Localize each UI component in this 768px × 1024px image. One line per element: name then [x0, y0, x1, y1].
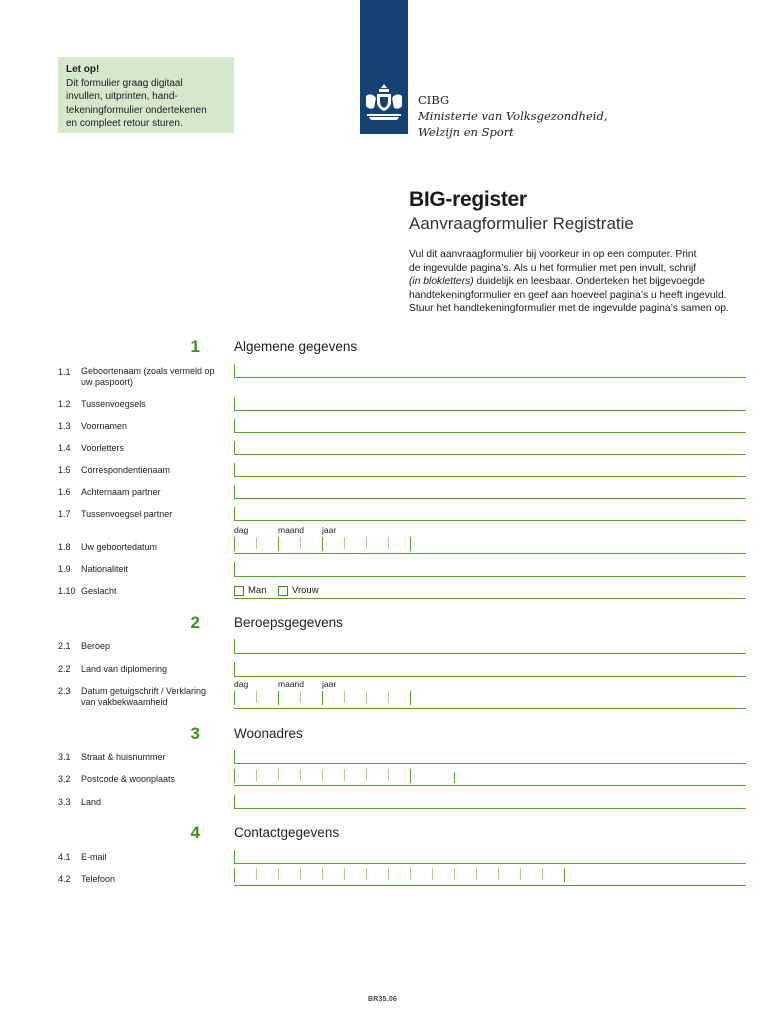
org-acronym: CIBG — [418, 93, 450, 107]
date-label-month: maand — [278, 679, 304, 689]
date-label-month: maand — [278, 525, 304, 535]
certificate-date-input[interactable] — [234, 691, 414, 707]
prefix-input[interactable] — [234, 410, 746, 411]
field-number: 2.1 — [58, 641, 71, 651]
field-label: Nationaliteit — [81, 564, 129, 574]
field-label: Straat & huisnummer — [81, 752, 166, 762]
form-code: BR35.06 — [368, 996, 398, 1003]
intro-line: de ingevulde pagina’s. Als u het formulier met pen invult, schrijf — [409, 262, 697, 274]
postcode-input[interactable] — [234, 769, 459, 785]
section-title: Algemene gegevens — [234, 339, 358, 354]
intro-line: duidelijk en leesbaar. Onderteken het bijgevoegde — [473, 276, 705, 287]
intro-line: Stuur het handtekeningformulier met de ingevulde pagina’s samen op. — [409, 303, 729, 314]
page-title: BIG-register — [409, 188, 527, 211]
field-label: Beroep — [81, 641, 111, 651]
gender-woman-checkbox[interactable] — [278, 586, 288, 596]
field-number: 4.2 — [58, 874, 71, 884]
partner-surname-input[interactable] — [234, 498, 746, 499]
country-input[interactable] — [234, 808, 746, 809]
date-label-day: dag — [234, 525, 249, 535]
field-label: Land — [81, 797, 102, 807]
gender-man-label: Man — [248, 585, 267, 596]
notice-line: en compleet retour sturen. — [66, 118, 183, 129]
field-number: 2.2 — [58, 664, 71, 674]
field-number: 1.2 — [58, 399, 71, 409]
section-number: 2 — [190, 613, 200, 632]
field-label: Telefoon — [81, 874, 116, 884]
notice-box — [58, 57, 234, 133]
field-number: 3.2 — [58, 774, 71, 784]
ministry-line: Ministerie van Volksgezondheid, — [418, 109, 608, 123]
notice-line: Dit formulier graag digitaal — [66, 77, 183, 89]
section-number: 1 — [190, 337, 200, 356]
date-label-year: jaar — [322, 525, 337, 535]
field-label: Tussenvoegsel partner — [81, 509, 173, 519]
notice-line: invullen, uitprinten, hand- — [66, 91, 178, 102]
gender-man-checkbox[interactable] — [234, 586, 244, 596]
field-label: Geslacht — [81, 586, 117, 596]
field-label: Voorletters — [81, 443, 125, 453]
field-number: 2.3 — [58, 686, 71, 696]
correspondence-name-input[interactable] — [234, 476, 746, 477]
page-subtitle: Aanvraagformulier Registratie — [409, 214, 634, 233]
field-number: 4.1 — [58, 852, 71, 862]
phone-input[interactable] — [234, 868, 569, 884]
field-label: Tussenvoegsels — [81, 399, 146, 409]
gender-woman-label: Vrouw — [292, 585, 319, 596]
logo-bar — [360, 0, 408, 134]
field-number: 1.3 — [58, 421, 71, 431]
nationality-input[interactable] — [234, 576, 746, 577]
field-number: 3.1 — [58, 752, 71, 762]
field-number: 1.8 — [58, 542, 71, 552]
field-number: 1.10 — [58, 586, 76, 596]
field-number: 1.4 — [58, 443, 71, 453]
field-label: Voornamen — [81, 421, 128, 431]
field-label: E-mail — [81, 852, 107, 862]
notice-line: tekeningformulier ondertekenen — [66, 104, 207, 116]
partner-prefix-input[interactable] — [234, 520, 746, 521]
section-title: Woonadres — [234, 726, 303, 741]
email-input[interactable] — [234, 863, 746, 864]
birth-name-input[interactable] — [234, 377, 746, 378]
notice-heading: Let op! — [66, 64, 100, 75]
first-names-input[interactable] — [234, 432, 746, 433]
diploma-country-input[interactable] — [234, 676, 746, 677]
section-number: 3 — [190, 724, 200, 743]
field-number: 1.1 — [58, 367, 71, 377]
birth-date-input[interactable] — [234, 537, 414, 553]
coat-of-arms-icon — [360, 0, 408, 134]
section-number: 4 — [190, 823, 200, 842]
field-label: Correspondentienaam — [81, 465, 171, 475]
initials-input[interactable] — [234, 454, 746, 455]
field-label: Uw geboortedatum — [81, 542, 158, 552]
field-label: Postcode & woonplaats — [81, 774, 176, 784]
date-label-year: jaar — [322, 679, 337, 689]
date-label-day: dag — [234, 679, 249, 689]
field-label: Land van diplomering — [81, 664, 168, 674]
intro-line: handtekeningformulier en geef aan hoeveel pagina’s u heeft ingevuld. — [409, 289, 727, 301]
field-number: 1.9 — [58, 564, 71, 574]
field-label: Achternaam partner — [81, 487, 161, 497]
field-number: 1.7 — [58, 509, 71, 519]
field-number: 1.5 — [58, 465, 71, 475]
field-number: 3.3 — [58, 797, 71, 807]
section-title: Contactgegevens — [234, 825, 340, 840]
intro-emphasis: (in blokletters) — [409, 276, 474, 287]
field-label: Datum getuigschrift / Verklaring van vakbekwaamheid — [81, 686, 207, 707]
field-label: Geboortenaam (zoals vermeld op uw paspoort) — [81, 366, 215, 387]
ministry-line: Welzijn en Sport — [418, 125, 514, 139]
profession-input[interactable] — [234, 653, 746, 654]
section-title: Beroepsgegevens — [234, 615, 343, 630]
street-input[interactable] — [234, 763, 746, 764]
intro-line: Vul dit aanvraagformulier bij voorkeur in op een computer. Print — [409, 249, 697, 260]
organisation-name — [418, 92, 607, 140]
field-number: 1.6 — [58, 487, 71, 497]
intro-text — [409, 248, 759, 316]
